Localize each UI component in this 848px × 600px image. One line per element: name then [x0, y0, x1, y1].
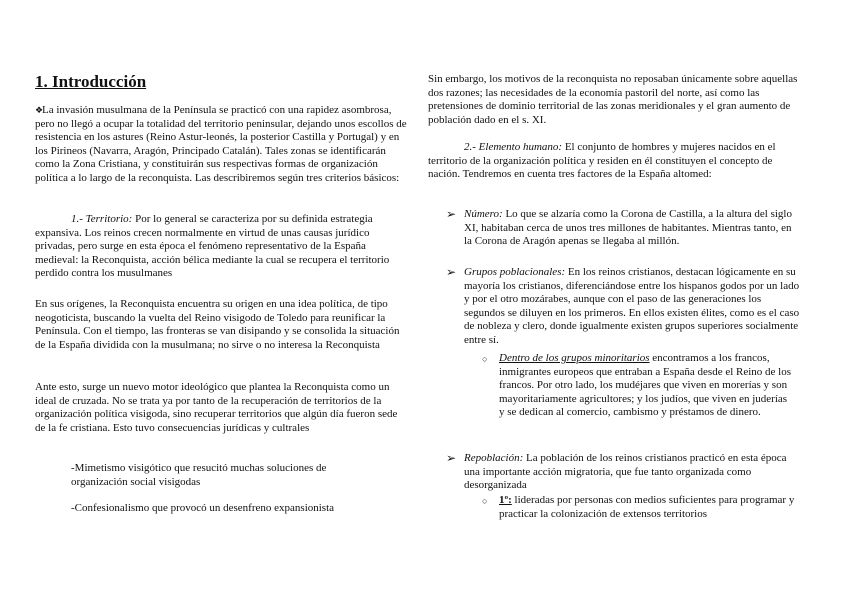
bullet-numero: Número: Lo que se alzaría como la Corona de Castilla, a la altura del siglo XI, habitaban cerca de unos tres millones de habitantes. Mientras tanto, en la Corona de Aragón apenas se llegaba al millón. — [464, 208, 792, 248]
bullet-grupos-poblacionales: Grupos poblacionales: En los reinos cristianos, destacan lógicamente en su mayoría los cristianos, diferenciándose entre los hispanos godos por un lado y por el otro mozárabes, aunque con el paso de las generaciones los segundos se diluyen en los primeros. En ellos existen élites, como es el caso de nobleza y clero, donde igualmente existen grupos superiores socialmente entre sí. — [464, 266, 800, 346]
left-item-confesionalismo: -Confesionalismo que provocó un desenfreno expansionista — [71, 502, 335, 514]
left-paragraph-origenes: En sus orígenes, la Reconquista encuentra su origen en una idea política, de tipo neogoticista, buscando la vuelta del Reino visigodo de Toledo para reunificar la Península. Con el tiempo, las fronteras se van disipando y se consolida la situación de la España dividida con la musulmana; no sirve o no interesa la Reconquista — [35, 298, 400, 351]
arrow-bullet-icon: ➢ — [446, 451, 457, 465]
section-heading: 1. Introducción — [35, 72, 147, 91]
bullet-icon: ❖ — [35, 105, 44, 115]
minoritarios-label: Dentro de los grupos minoritarios — [499, 352, 650, 364]
repoblacion-label: Repoblación: — [464, 452, 524, 464]
left-paragraph-territorio: 1.- Territorio: Por lo general se caracteriza por su definida estrategia expansiva. Los reinos crecen normalmente en virtud de unas causas jurídico privadas, pero surge en esta época el fenómeno representativo de la España medieval: la Reconquista, acción bélica mediante la cual se recupera el territorio perdido contra los musulmanes — [35, 213, 390, 280]
territorio-label: 1.- Territorio: — [71, 213, 133, 225]
right-paragraph-motivos: Sin embargo, los motivos de la reconquista no reposaban únicamente sobre aquellas dos razones; las necesidades de la economía pastoril del norte, así como las pretensiones de dominio territorial de las zonas meridionales y el gran aumento de población dado en el s. XI. — [428, 73, 798, 126]
circle-bullet-icon: ○ — [482, 496, 488, 506]
left-paragraph-cruzada: Ante esto, surge un nuevo motor ideológico que plantea la Reconquista como un ideal de cruzada. No se trata ya por tanto de la recuperación de territorios de la organización política visigoda, sino recuperar territorios que algún día fueron sede de la fe cristiana. Esto tuvo consecuencias jurídicas y cultrales — [35, 381, 398, 434]
right-paragraph-elemento-humano: 2.- Elemento humano: El conjunto de hombres y mujeres nacidos en el territorio de la organización política y residen en él constituyen el concepto de nación. Tendremos en cuenta tres factores de la España altomed: — [428, 141, 776, 181]
elemento-humano-label: 2.- Elemento humano: — [464, 141, 563, 153]
grupos-label: Grupos poblacionales: — [464, 266, 566, 278]
arrow-bullet-icon: ➢ — [446, 207, 457, 221]
bullet-repoblacion: Repoblación: La población de los reinos cristianos practicó en esta época una importante acción migratoria, que fue tanto organizada como desorganizada — [464, 452, 787, 492]
numero-label: Número: — [464, 208, 503, 220]
left-paragraph-intro: ❖La invasión musulmana de la Península se practicó con una rapidez asombrosa, pero no llegó a ocupar la totalidad del territorio peninsular, dejando unos escollos de resistencia en los astures (Reino Astur-leonés, la posterior Castilla y Portugal) y en los Pirineos (Navarra, Aragón, Principado Catalán). Tales zonas se identificarán como la Zona Cristiana, y constituirán sus respectivas formas de organización política a lo largo de la reconquista. Las describiremos según tres criterios básicos: — [35, 104, 407, 184]
left-item-mimetismo: -Mimetismo visigótico que resucitó muchas soluciones de organización social visigodas — [71, 462, 327, 488]
circle-bullet-icon: ○ — [482, 354, 488, 364]
sub-bullet-minoritarios: Dentro de los grupos minoritarios encontramos a los francos, inmigrantes europeos que entraban a España desde el Reino de los francos. Por otro lado, los mudéjares que viven en morerías y son mayoritariamente agricultores; y los judíos, que viven en juderías y se dedican al comercio, cambismo y préstamos de dinero. — [499, 352, 792, 419]
arrow-bullet-icon: ➢ — [446, 265, 457, 279]
sub-bullet-primero: 1º: lideradas por personas con medios suficientes para programar y practicar la colonización de extensos territorios — [499, 494, 795, 520]
primero-label: 1º: — [499, 494, 512, 506]
